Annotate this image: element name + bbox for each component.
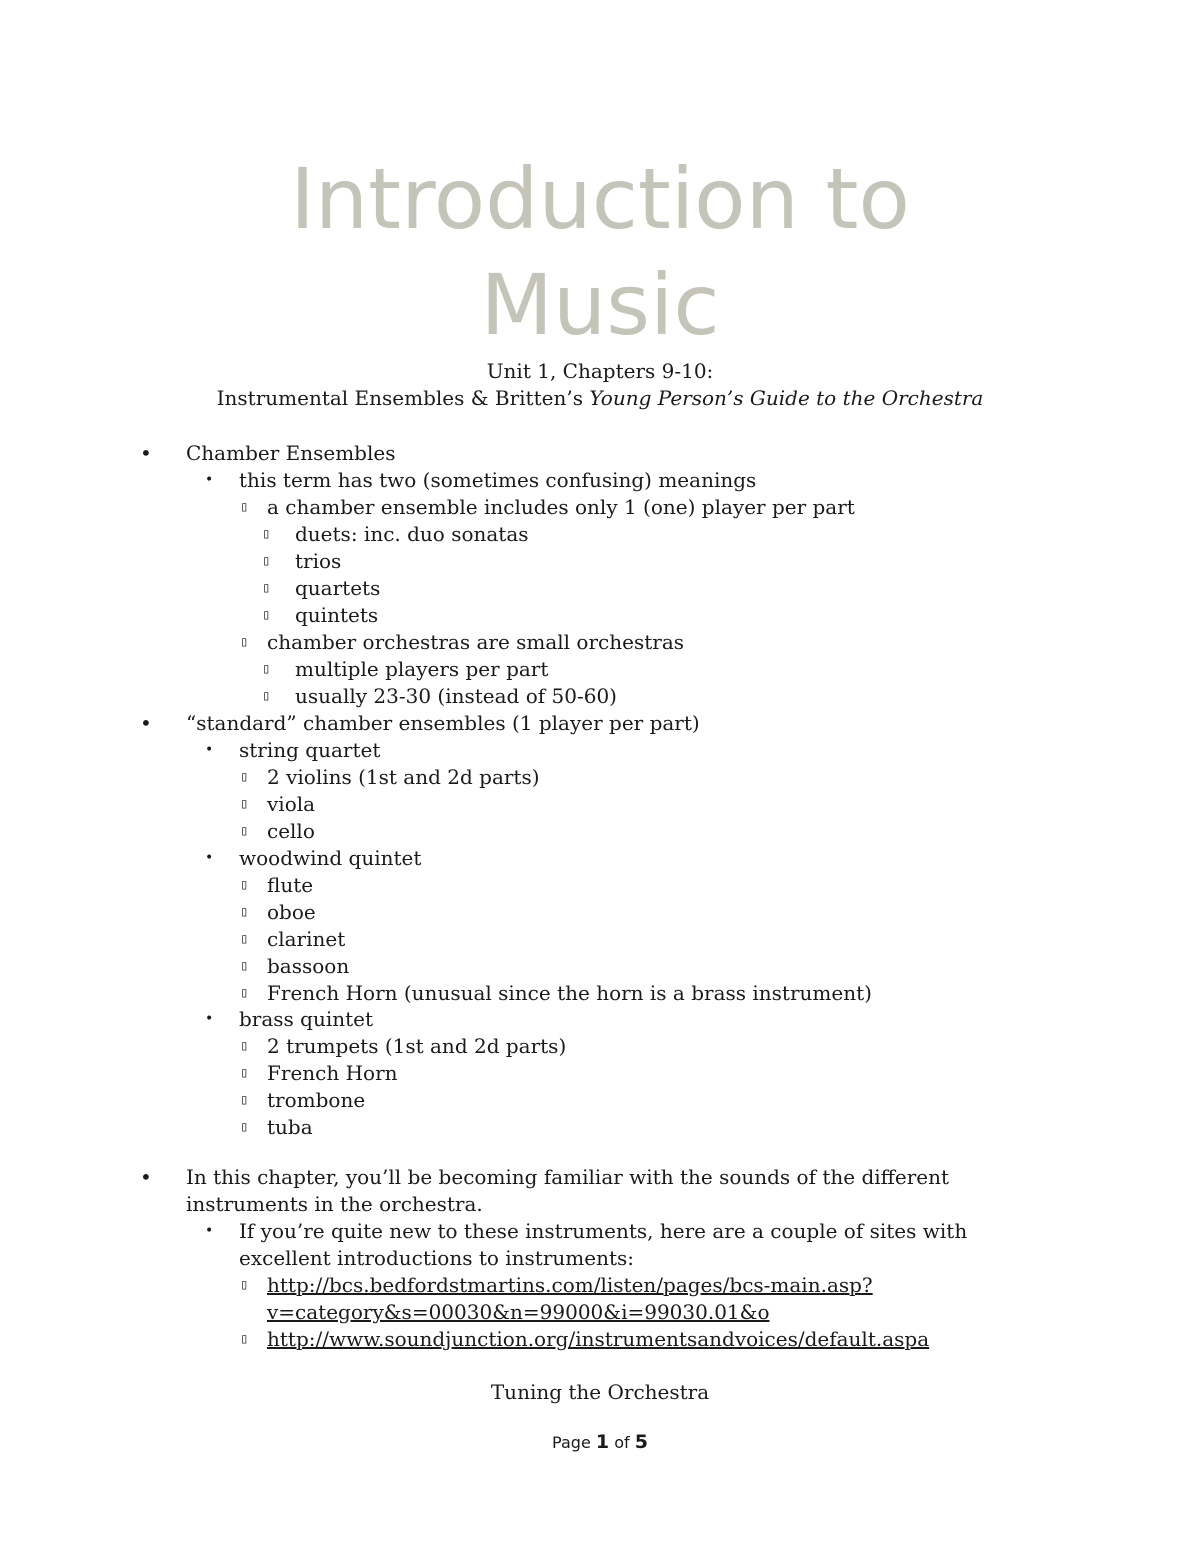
bullet-level-3: ▯ <box>240 1038 249 1054</box>
list-item-chapter-line-2: instruments in the orchestra. <box>186 1192 483 1216</box>
list-item-standard-ensembles: “standard” chamber ensembles (1 player per part) <box>186 711 700 735</box>
list-item-viola: viola <box>267 792 316 816</box>
list-item-chamber-orchestras: chamber orchestras are small orchestras <box>267 630 685 654</box>
bullet-level-1: • <box>140 441 152 465</box>
list-item-one-player: a chamber ensemble includes only 1 (one) player per part <box>267 495 855 519</box>
link-bedford-line-1[interactable]: http://bcs.bedfordstmartins.com/listen/pages/bcs-main.asp? <box>267 1273 873 1297</box>
bullet-level-3: ▯ <box>240 796 249 812</box>
link-soundjunction[interactable]: http://www.soundjunction.org/instrumentsandvoices/default.aspa <box>267 1327 930 1351</box>
bullet-level-4: ▯ <box>262 607 271 623</box>
footer-page-word: Page <box>552 1433 591 1452</box>
list-item-oboe: oboe <box>267 900 316 924</box>
title-line-1: Introduction to <box>290 150 910 248</box>
bullet-level-2: • <box>205 850 214 866</box>
link-bedford-line-2[interactable]: v=category&s=00030&n=99000&i=99030.01&o <box>267 1300 770 1324</box>
bullet-level-3: ▯ <box>240 1065 249 1081</box>
subtitle-prefix: Instrumental Ensembles & Britten’s <box>216 386 590 410</box>
list-item-trombone: trombone <box>267 1088 366 1112</box>
list-item-usually: usually 23-30 (instead of 50-60) <box>295 684 617 708</box>
list-item-quintets: quintets <box>295 603 379 627</box>
document-title <box>0 146 1200 358</box>
bullet-level-3: ▯ <box>240 958 249 974</box>
list-item-flute: flute <box>267 873 314 897</box>
bullet-level-4: ▯ <box>262 661 271 677</box>
bullet-level-3: ▯ <box>240 634 249 650</box>
list-item-french-horn-unusual: French Horn (unusual since the horn is a brass instrument) <box>267 981 872 1005</box>
bullet-level-3: ▯ <box>240 877 249 893</box>
footer-total-pages: 5 <box>634 1431 648 1453</box>
list-item-chamber-ensembles: Chamber Ensembles <box>186 441 396 465</box>
document-subtitle <box>0 358 1200 412</box>
bullet-level-4: ▯ <box>262 580 271 596</box>
section-heading: Tuning the Orchestra <box>490 1380 710 1404</box>
list-item-clarinet: clarinet <box>267 927 346 951</box>
list-item-chapter-line-1: In this chapter, you’ll be becoming familiar with the sounds of the different <box>186 1165 950 1189</box>
list-item-new-line-1: If you’re quite new to these instruments, here are a couple of sites with <box>239 1219 968 1243</box>
list-item-string-quartet: string quartet <box>239 738 381 762</box>
bullet-level-4: ▯ <box>262 526 271 542</box>
list-item-trios: trios <box>295 549 342 573</box>
bullet-level-3: ▯ <box>240 1277 249 1293</box>
list-item-quartets: quartets <box>295 576 381 600</box>
bullet-level-3: ▯ <box>240 1331 249 1347</box>
bullet-level-2: • <box>205 1011 214 1027</box>
bullet-level-4: ▯ <box>262 553 271 569</box>
bullet-level-3: ▯ <box>240 1119 249 1135</box>
list-item-cello: cello <box>267 819 315 843</box>
bullet-level-3: ▯ <box>240 823 249 839</box>
subtitle-line-1: Unit 1, Chapters 9-10: <box>486 359 714 383</box>
subtitle-line-2 <box>0 385 1200 412</box>
list-item-two-violins: 2 violins (1st and 2d parts) <box>267 765 540 789</box>
bullet-level-2: • <box>205 472 214 488</box>
footer-current-page: 1 <box>595 1431 610 1453</box>
subtitle-italic-title: Young Person’s Guide to the Orchestra <box>589 386 984 410</box>
page-footer <box>0 1430 1200 1455</box>
title-line-2: Music <box>480 256 720 354</box>
bullet-level-3: ▯ <box>240 1092 249 1108</box>
bullet-level-3: ▯ <box>240 499 249 515</box>
list-item-duets: duets: inc. duo sonatas <box>295 522 529 546</box>
list-item-new-line-2: excellent introductions to instruments: <box>239 1246 635 1270</box>
bullet-level-3: ▯ <box>240 931 249 947</box>
bullet-level-2: • <box>205 1223 214 1239</box>
list-item-french-horn: French Horn <box>267 1061 398 1085</box>
list-item-woodwind-quintet: woodwind quintet <box>239 846 422 870</box>
list-item-brass-quintet: brass quintet <box>239 1007 374 1031</box>
bullet-level-3: ▯ <box>240 985 249 1001</box>
list-item-multiple-players: multiple players per part <box>295 657 549 681</box>
list-item-bassoon: bassoon <box>267 954 350 978</box>
bullet-level-3: ▯ <box>240 769 249 785</box>
bullet-level-1: • <box>140 1165 152 1189</box>
bullet-level-2: • <box>205 742 214 758</box>
list-item-two-meanings: this term has two (sometimes confusing) meanings <box>239 468 757 492</box>
footer-of-word: of <box>614 1433 630 1452</box>
list-item-two-trumpets: 2 trumpets (1st and 2d parts) <box>267 1034 567 1058</box>
bullet-level-1: • <box>140 711 152 735</box>
bullet-level-3: ▯ <box>240 904 249 920</box>
list-item-tuba: tuba <box>267 1115 313 1139</box>
bullet-level-4: ▯ <box>262 688 271 704</box>
